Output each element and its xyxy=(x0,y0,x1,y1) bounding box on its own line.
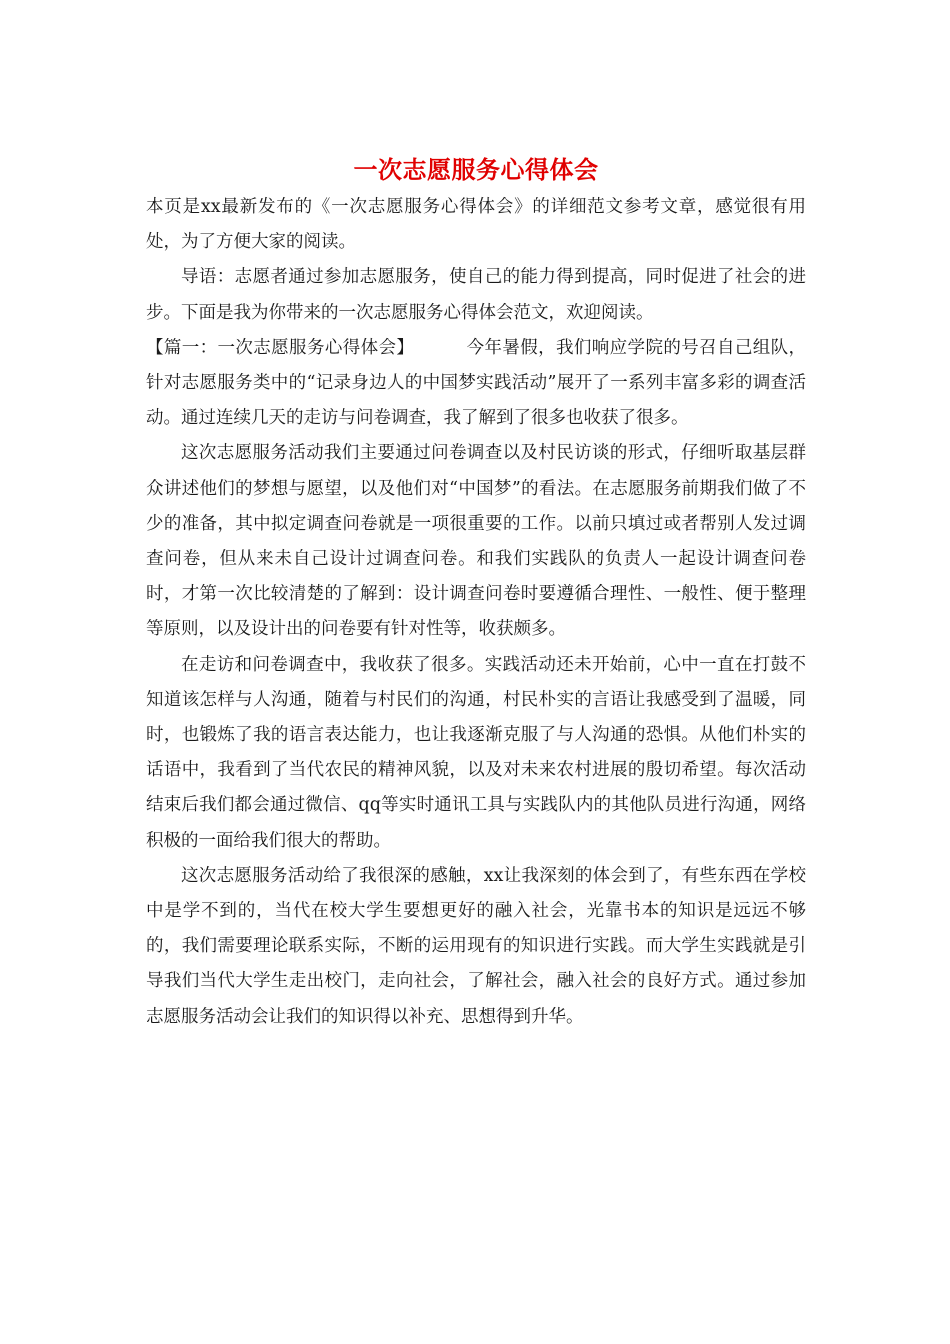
body-paragraph: 这次志愿服务活动我们主要通过问卷调查以及村民访谈的形式，仔细听取基层群众讲述他们的梦想与愿望，以及他们对“中国梦”的看法。在志愿服务前期我们做了不少的准备，其中拟定调查问卷就是一项很重要的工作。以前只填过或者帮别人发过调查问卷，但从来未自己设计过调查问卷。和我们实践队的负责人一起设计调查问卷时，才第一次比较清楚的了解到：设计调查问卷时要遵循合理性、一般性、便于整理等原则，以及设计出的问卷要有针对性等，收获颇多。 xyxy=(146,443,806,640)
section-paragraph xyxy=(146,331,806,437)
document-page xyxy=(146,150,806,1035)
section-heading: 【篇一：一次志愿服务心得体会】 xyxy=(146,337,415,358)
lead-paragraph: 导语：志愿者通过参加志愿服务，使自己的能力得到提高，同时促进了社会的进步。下面是我为你带来的一次志愿服务心得体会范文，欢迎阅读。 xyxy=(146,267,806,323)
body-paragraph: 这次志愿服务活动给了我很深的感触，xx让我深刻的体会到了，有些东西在学校中是学不到的，当代在校大学生要想更好的融入社会，光靠书本的知识是远远不够的，我们需要理论联系实际，不断的运用现有的知识进行实践。而大学生实践就是引导我们当代大学生走出校门，走向社会，了解社会，融入社会的良好方式。通过参加志愿服务活动会让我们的知识得以补充、思想得到升华。 xyxy=(146,865,806,1027)
intro-paragraph: 本页是xx最新发布的《一次志愿服务心得体会》的详细范文参考文章，感觉很有用处，为了方便大家的阅读。 xyxy=(146,197,806,253)
section-first-text: 今年暑假，我们响应学院的号召自己组队，针对志愿服务类中的“记录身边人的中国梦实践活动”展开了一系列丰富多彩的调查活动。通过连续几天的走访与问卷调查，我了解到了很多也收获了很多。 xyxy=(146,337,806,429)
body-paragraph: 在走访和问卷调查中，我收获了很多。实践活动还未开始前，心中一直在打鼓不知道该怎样与人沟通，随着与村民们的沟通，村民朴实的言语让我感受到了温暖，同时，也锻炼了我的语言表达能力，也让我逐渐克服了与人沟通的恐惧。从他们朴实的话语中，我看到了当代农民的精神风貌，以及对未来农村进展的殷切希望。每次活动结束后我们都会通过微信、qq等实时通讯工具与实践队内的其他队员进行沟通，网络积极的一面给我们很大的帮助。 xyxy=(146,654,806,851)
document-title: 一次志愿服务心得体会 xyxy=(353,155,599,184)
